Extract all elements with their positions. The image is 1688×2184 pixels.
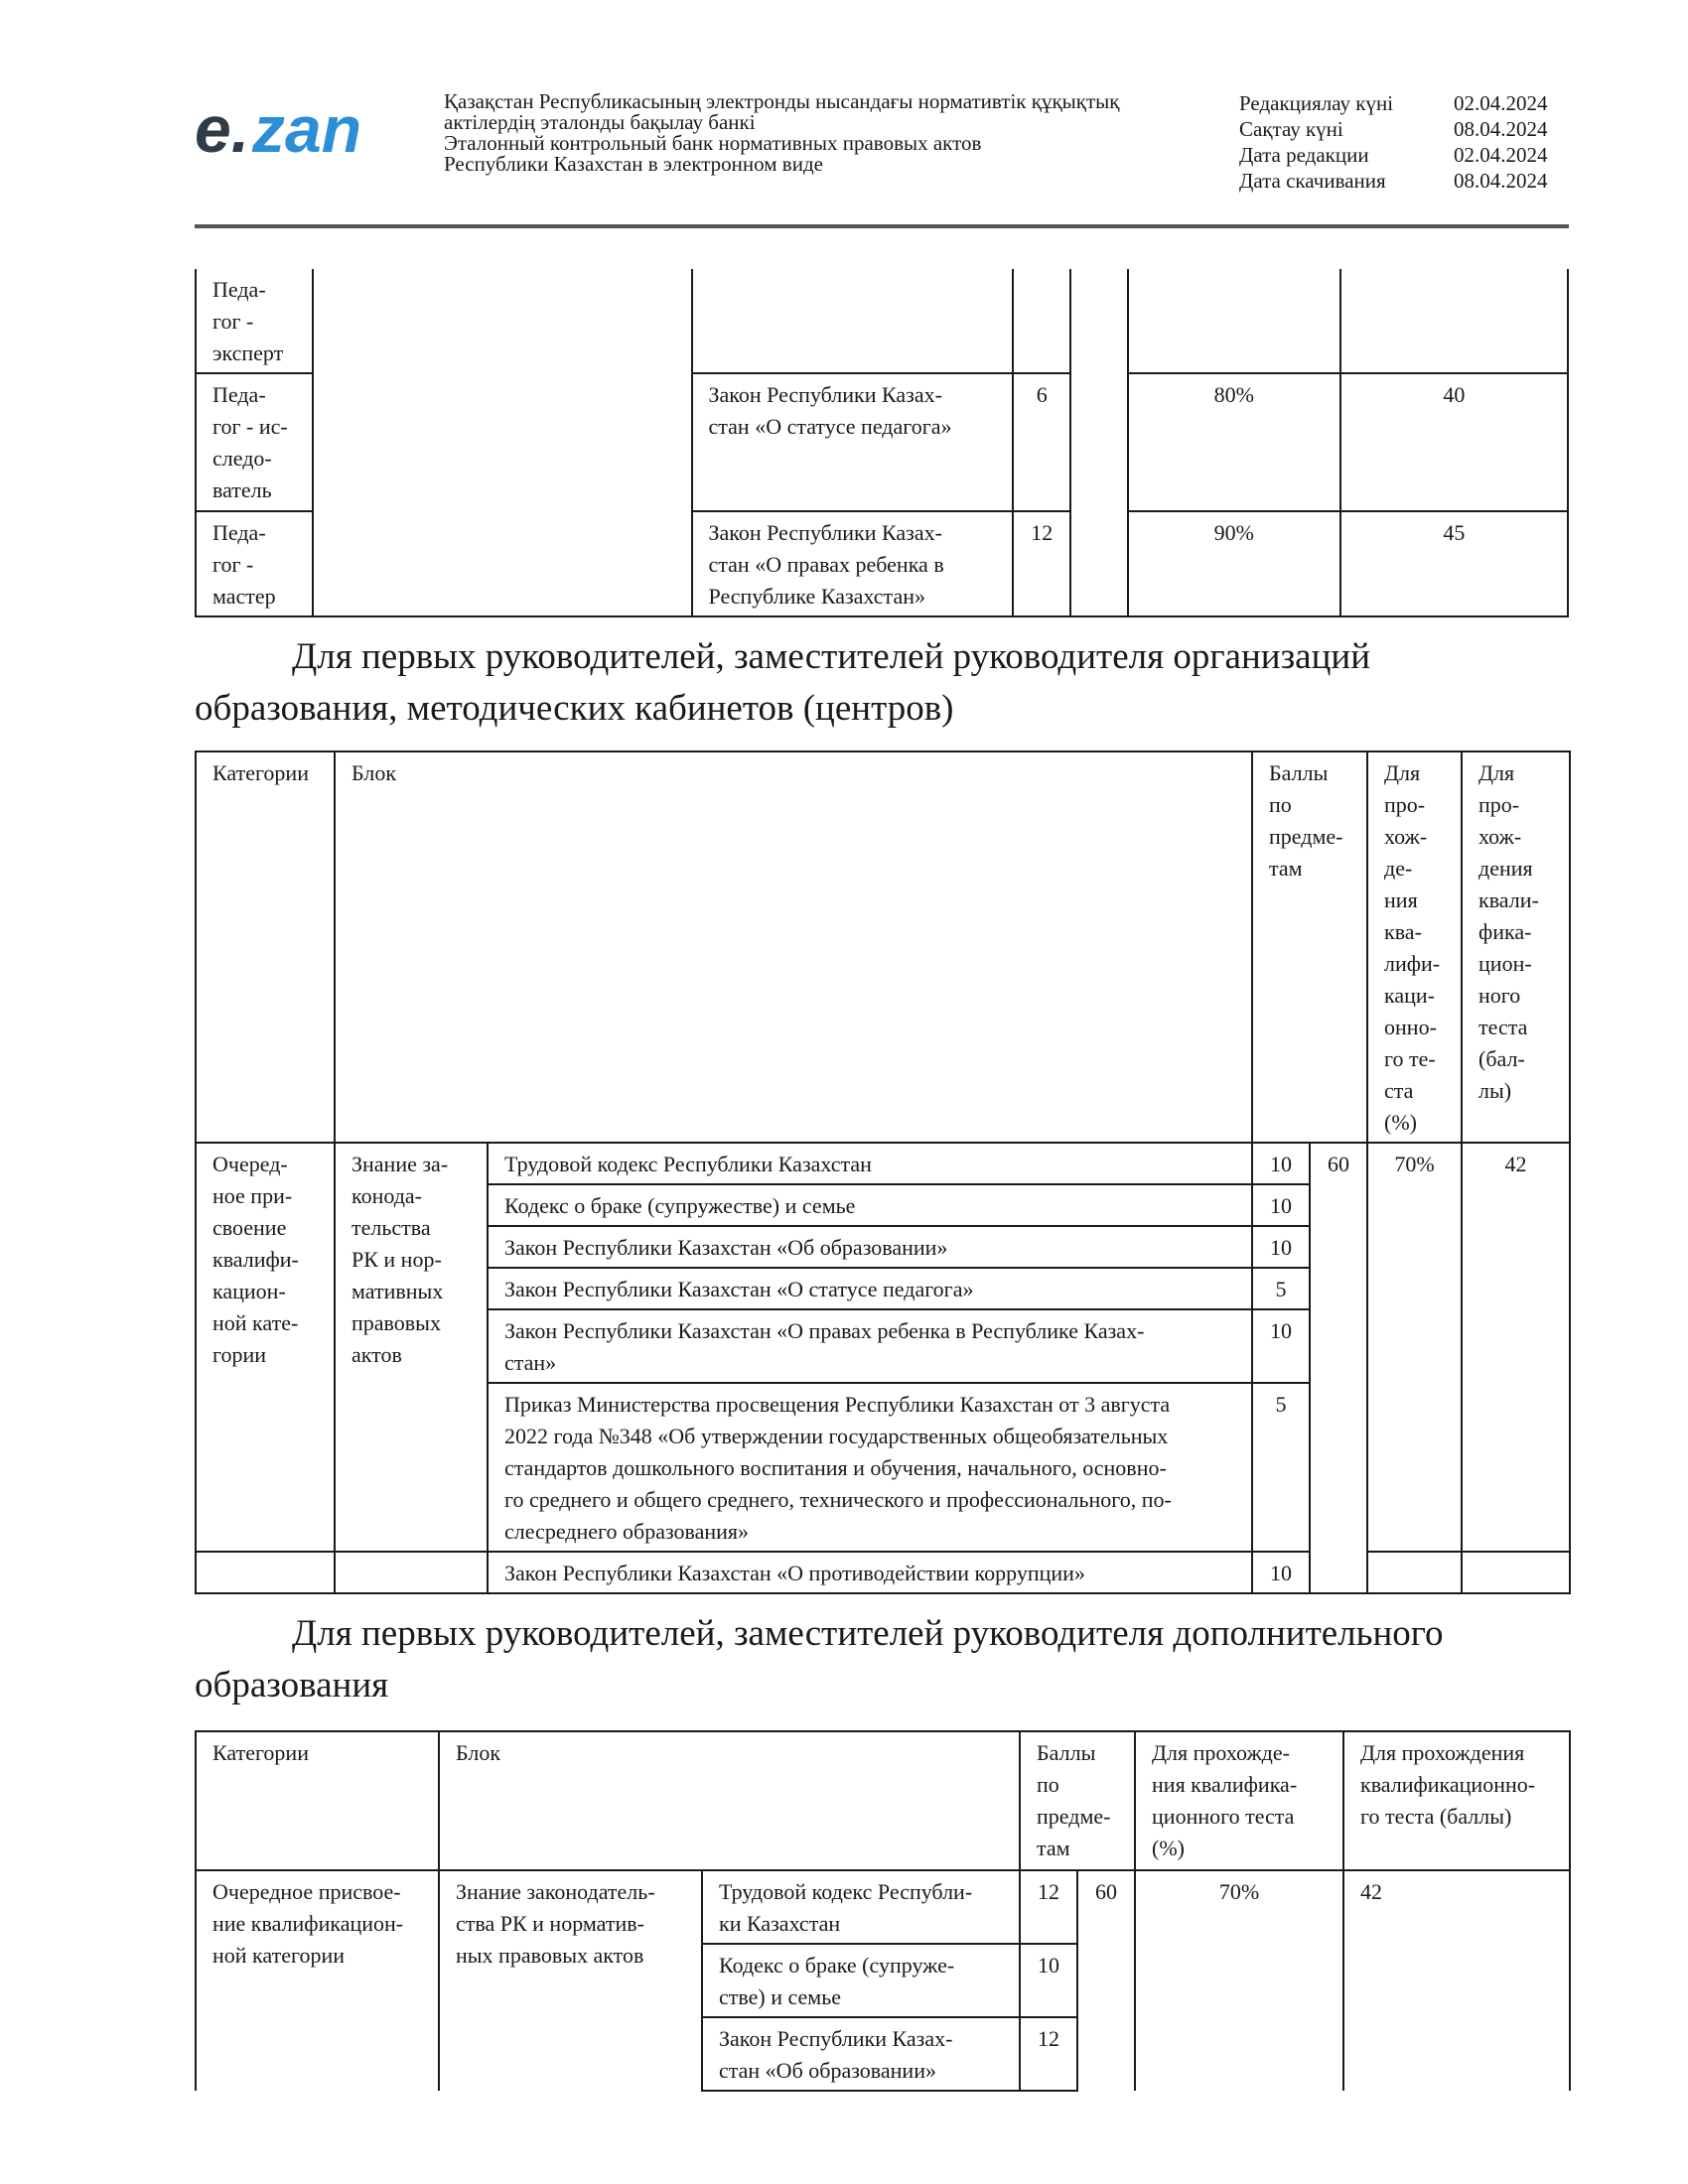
- score-cell: [1462, 1552, 1570, 1593]
- law-cell: Закон Республики Казахстан «Об образовании»: [488, 1226, 1252, 1268]
- category-cell: [196, 1552, 335, 1593]
- header-percent: Для про- хож- де- ния ква- лифи- каци- онно- го те- ста (%): [1367, 751, 1462, 1143]
- header-category: Категории: [196, 1731, 439, 1870]
- category-cell: Педа- гог - мастер: [196, 511, 313, 616]
- header-title-line: Эталонный контрольный банк нормативных правовых актов: [444, 131, 982, 155]
- law-cell: [692, 269, 1014, 373]
- heading-line: Для первых руководителей, заместителей руководителя организаций: [292, 636, 1371, 677]
- law-cell: Закон Республики Казах- стан «О статусе педагога»: [692, 373, 1014, 511]
- points-cell: 12: [1020, 1870, 1077, 1944]
- points-cell: 10: [1252, 1184, 1310, 1226]
- percent-cell: [1367, 1552, 1462, 1593]
- points-cell: [1013, 269, 1070, 373]
- meta-row: [1239, 143, 1567, 169]
- meta-row: [1239, 169, 1567, 195]
- law-cell: Трудовой кодекс Республики Казахстан: [488, 1143, 1252, 1184]
- meta-value: 08.04.2024: [1454, 169, 1548, 193]
- logo-mark-e: e.: [195, 97, 250, 166]
- section-heading-additional-education: [195, 1608, 1569, 1711]
- score-cell: 42: [1343, 1870, 1570, 2091]
- table-organizations: [195, 751, 1571, 1594]
- points-cell: 10: [1252, 1309, 1310, 1383]
- section-heading-organizations: [195, 631, 1569, 735]
- header-category: Категории: [196, 751, 335, 1143]
- header-points: Баллы по предме- там: [1020, 1731, 1135, 1870]
- law-cell: Закон Республики Казах- стан «Об образовании»: [702, 2017, 1020, 2091]
- logo-mark-zan: zan: [252, 97, 362, 166]
- header-title: [444, 91, 1198, 175]
- points-cell: 10: [1020, 1944, 1077, 2017]
- table-row: [196, 1143, 1570, 1184]
- points-cell: 10: [1252, 1552, 1310, 1593]
- law-cell: Кодекс о браке (супруже- стве) и семье: [702, 1944, 1020, 2017]
- percent-cell: 70%: [1135, 1870, 1343, 2091]
- table-continued: [195, 269, 1569, 617]
- heading-line: образования: [195, 1665, 389, 1706]
- meta-value: 02.04.2024: [1454, 91, 1548, 115]
- meta-value: 08.04.2024: [1454, 117, 1548, 141]
- header-percent: Для прохожде- ния квалифика- ционного теста (%): [1135, 1731, 1343, 1870]
- total-cell: 60: [1310, 1143, 1367, 1593]
- law-cell: Закон Республики Казахстан «О противодействии коррупции»: [488, 1552, 1252, 1593]
- meta-label: Дата редакции: [1239, 143, 1369, 167]
- header-block: Блок: [439, 1731, 1020, 1870]
- header-meta: [1239, 91, 1567, 195]
- header-score: Для про- хож- дения квали- фика- цион- ного теста (бал- лы): [1462, 751, 1570, 1143]
- header-title-line: актілердің эталонды бақылау банкі: [444, 110, 756, 134]
- law-cell: Трудовой кодекс Республи- ки Казахстан: [702, 1870, 1020, 1944]
- table-header-row: [196, 1731, 1570, 1870]
- score-cell: [1340, 269, 1568, 373]
- points-cell: 12: [1020, 2017, 1077, 2091]
- points-cell: 10: [1252, 1226, 1310, 1268]
- meta-label: Дата скачивания: [1239, 169, 1386, 193]
- score-cell: 42: [1462, 1143, 1570, 1552]
- points-cell: 12: [1013, 511, 1070, 616]
- category-cell: Педа- гог - эксперт: [196, 269, 313, 373]
- percent-cell: [1128, 269, 1340, 373]
- meta-label: Редакциялау күні: [1239, 91, 1394, 115]
- law-cell: Закон Республики Казахстан «О статусе педагога»: [488, 1268, 1252, 1309]
- header-title-line: Республики Казахстан в электронном виде: [444, 152, 823, 176]
- table-additional-education: [195, 1730, 1571, 2092]
- category-cell: Очеред- ное при- своение квалифи- кацион- ной кате- гории: [196, 1143, 335, 1552]
- header-points: Баллы по предме- там: [1252, 751, 1367, 1143]
- total-cell: 60: [1077, 1870, 1135, 2091]
- block-cell: [313, 269, 692, 616]
- score-cell: 40: [1340, 373, 1568, 511]
- table-row: [196, 1870, 1570, 1944]
- block-cell: Знание за- конода- тельства РК и нор- мативных правовых актов: [335, 1143, 488, 1552]
- block-cell: [335, 1552, 488, 1593]
- table-row: [196, 269, 1568, 373]
- header-score: Для прохождения квалификационно- го теста (баллы): [1343, 1731, 1570, 1870]
- total-cell: [1070, 269, 1127, 616]
- percent-cell: 80%: [1128, 373, 1340, 511]
- points-cell: 5: [1252, 1268, 1310, 1309]
- block-cell: Знание законодатель- ства РК и норматив- ных правовых актов: [439, 1870, 702, 2091]
- law-cell: Приказ Министерства просвещения Республики Казахстан от 3 августа 2022 года №348 «Об утверждении государственных общеобязательных стандартов дошкольного воспитания и обучения, начального, основно- го среднего и общего среднего, технического и профессионального, по- слесреднего образования»: [488, 1383, 1252, 1552]
- category-cell: Очередное присвое- ние квалификацион- ной категории: [196, 1870, 439, 2091]
- law-cell: Закон Республики Казах- стан «О правах ребенка в Республике Казахстан»: [692, 511, 1014, 616]
- header-block: Блок: [335, 751, 1252, 1143]
- score-cell: 45: [1340, 511, 1568, 616]
- points-cell: 5: [1252, 1383, 1310, 1552]
- header-divider: [195, 224, 1569, 228]
- points-cell: 6: [1013, 373, 1070, 511]
- heading-line: Для первых руководителей, заместителей руководителя дополнительного: [292, 1613, 1444, 1654]
- header-title-line: Қазақстан Республикасының электронды нысандағы нормативтік құқықтық: [444, 89, 1120, 113]
- percent-cell: 70%: [1367, 1143, 1462, 1552]
- meta-row: [1239, 91, 1567, 117]
- meta-label: Сақтау күні: [1239, 117, 1343, 141]
- points-cell: 10: [1252, 1143, 1310, 1184]
- meta-value: 02.04.2024: [1454, 143, 1548, 167]
- law-cell: Закон Республики Казахстан «О правах ребенка в Республике Казах- стан»: [488, 1309, 1252, 1383]
- percent-cell: 90%: [1128, 511, 1340, 616]
- meta-row: [1239, 117, 1567, 143]
- heading-line: образования, методических кабинетов (центров): [195, 688, 954, 729]
- law-cell: Кодекс о браке (супружестве) и семье: [488, 1184, 1252, 1226]
- category-cell: Педа- гог - ис- следо- ватель: [196, 373, 313, 511]
- table-header-row: [196, 751, 1570, 1143]
- ezan-logo: [195, 97, 393, 167]
